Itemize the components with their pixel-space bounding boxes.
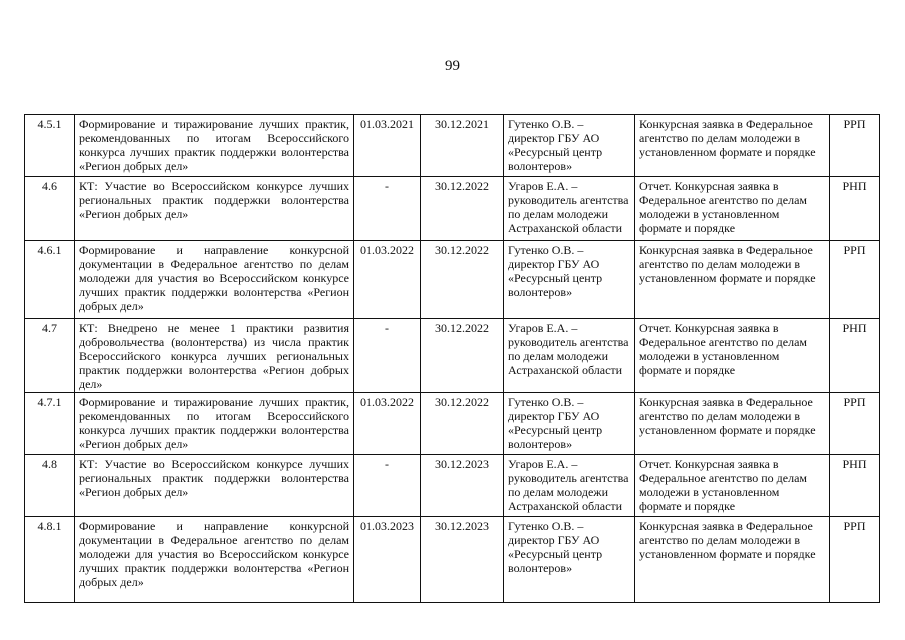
plan-table	[24, 114, 880, 603]
row-document: Отчет. Конкурсная заявка в Федеральное агентство по делам молодежи в установленном формате и порядке	[635, 455, 830, 517]
row-number: 4.6	[25, 177, 75, 241]
row-code: РРП	[830, 393, 880, 455]
row-number: 4.8.1	[25, 517, 75, 603]
row-document: Отчет. Конкурсная заявка в Федеральное агентство по делам молодежи в установленном формате и порядке	[635, 319, 830, 393]
row-end-date: 30.12.2023	[421, 517, 504, 603]
row-end-date: 30.12.2022	[421, 177, 504, 241]
row-end-date: 30.12.2022	[421, 241, 504, 319]
row-code: РРП	[830, 517, 880, 603]
row-document: Конкурсная заявка в Федеральное агентство по делам молодежи в установленном формате и порядке	[635, 115, 830, 177]
row-title: Формирование и тиражирование лучших практик, рекомендованных по итогам Всероссийского конкурса лучших практик поддержки волонтерства «Регион добрых дел»	[75, 115, 354, 177]
row-end-date: 30.12.2022	[421, 319, 504, 393]
row-start-date: 01.03.2022	[354, 241, 421, 319]
row-document: Конкурсная заявка в Федеральное агентство по делам молодежи в установленном формате и порядке	[635, 393, 830, 455]
row-title: Формирование и направление конкурсной документации в Федеральное агентство по делам молодежи для участия во Всероссийском конкурсе лучших практик поддержки волонтерства «Регион добрых дел»	[75, 517, 354, 603]
table-row	[25, 177, 880, 241]
row-start-date: 01.03.2023	[354, 517, 421, 603]
row-title: КТ: Внедрено не менее 1 практики развития добровольчества (волонтерства) из числа практик Всероссийского конкурса лучших региональных практик поддержки волонтерства «Регион добрых дел»	[75, 319, 354, 393]
row-responsible: Гутенко О.В. – директор ГБУ АО «Ресурсный центр волонтеров»	[504, 115, 635, 177]
row-title: Формирование и тиражирование лучших практик, рекомендованных по итогам Всероссийского конкурса лучших практик поддержки волонтерства «Регион добрых дел»	[75, 393, 354, 455]
row-number: 4.7	[25, 319, 75, 393]
row-start-date: -	[354, 455, 421, 517]
row-number: 4.8	[25, 455, 75, 517]
table-row	[25, 241, 880, 319]
row-title: Формирование и направление конкурсной документации в Федеральное агентство по делам молодежи для участия во Всероссийском конкурсе лучших практик поддержки волонтерства «Регион добрых дел»	[75, 241, 354, 319]
row-document: Конкурсная заявка в Федеральное агентство по делам молодежи в установленном формате и порядке	[635, 517, 830, 603]
row-start-date: 01.03.2021	[354, 115, 421, 177]
row-responsible: Угаров Е.А. – руководитель агентства по делам молодежи Астраханской области	[504, 319, 635, 393]
row-end-date: 30.12.2021	[421, 115, 504, 177]
row-code: РРП	[830, 241, 880, 319]
row-number: 4.7.1	[25, 393, 75, 455]
page-number: 99	[445, 58, 460, 74]
row-end-date: 30.12.2022	[421, 393, 504, 455]
row-start-date: -	[354, 177, 421, 241]
row-code: РРП	[830, 115, 880, 177]
row-responsible: Гутенко О.В. – директор ГБУ АО «Ресурсный центр волонтеров»	[504, 393, 635, 455]
row-start-date: -	[354, 319, 421, 393]
row-end-date: 30.12.2023	[421, 455, 504, 517]
table-row	[25, 115, 880, 177]
row-document: Конкурсная заявка в Федеральное агентство по делам молодежи в установленном формате и порядке	[635, 241, 830, 319]
row-title: КТ: Участие во Всероссийском конкурсе лучших региональных практик поддержки волонтерства «Регион добрых дел»	[75, 455, 354, 517]
table-row	[25, 319, 880, 393]
row-number: 4.6.1	[25, 241, 75, 319]
row-responsible: Гутенко О.В. – директор ГБУ АО «Ресурсный центр волонтеров»	[504, 241, 635, 319]
row-document: Отчет. Конкурсная заявка в Федеральное агентство по делам молодежи в установленном формате и порядке	[635, 177, 830, 241]
row-code: РНП	[830, 455, 880, 517]
row-code: РНП	[830, 319, 880, 393]
row-code: РНП	[830, 177, 880, 241]
row-start-date: 01.03.2022	[354, 393, 421, 455]
row-responsible: Угаров Е.А. – руководитель агентства по делам молодежи Астраханской области	[504, 177, 635, 241]
row-number: 4.5.1	[25, 115, 75, 177]
row-responsible: Угаров Е.А. – руководитель агентства по делам молодежи Астраханской области	[504, 455, 635, 517]
table-row	[25, 455, 880, 517]
table-row	[25, 517, 880, 603]
table-row	[25, 393, 880, 455]
row-responsible: Гутенко О.В. – директор ГБУ АО «Ресурсный центр волонтеров»	[504, 517, 635, 603]
row-title: КТ: Участие во Всероссийском конкурсе лучших региональных практик поддержки волонтерства «Регион добрых дел»	[75, 177, 354, 241]
